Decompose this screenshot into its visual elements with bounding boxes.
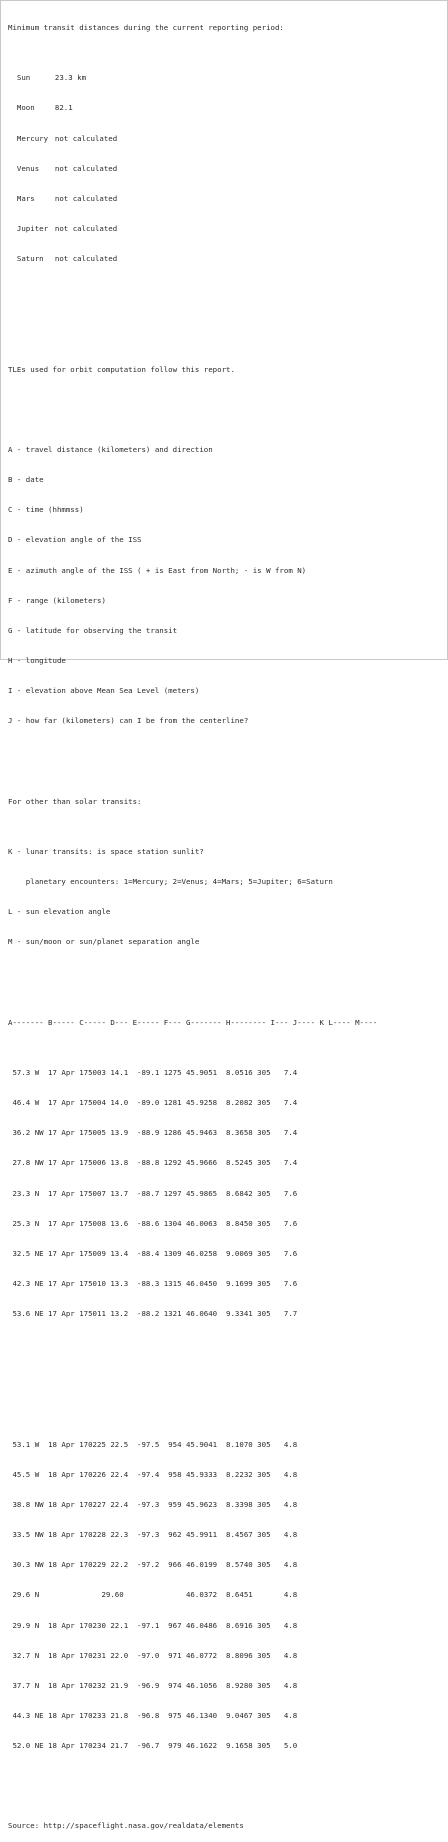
distance-row: [8, 103, 447, 113]
table-row: 29.6 N 29.60 46.0372 8.6451 4.8: [8, 1590, 298, 1600]
table-row: 23.3 N 17 Apr 175007 13.7 -88.7 1297 45.9865 8.6842 305 7.6: [8, 1188, 298, 1198]
other-transits-header: For other than solar transits:: [8, 796, 142, 806]
table-row: 53.1 W 18 Apr 170225 22.5 -97.5 954 45.9041 8.1070 305 4.8: [8, 1439, 298, 1449]
distance-row: [8, 254, 447, 264]
body-name: Saturn: [16, 254, 44, 264]
table-row: 52.0 NE 18 Apr 170234 21.7 -96.7 979 46.1622 9.1658 305 5.0: [8, 1741, 298, 1751]
legend-item: planetary encounters: 1=Mercury; 2=Venus; 4=Mars; 5=Jupiter; 6=Saturn: [8, 877, 333, 887]
source-line: Source: http://spaceflight.nasa.gov/realdata/elements: [8, 1821, 244, 1831]
legend-item: E - azimuth angle of the ISS ( + is East from North; - is W from N): [8, 565, 307, 575]
legend-item: J - how far (kilometers) can I be from the centerline?: [8, 716, 249, 726]
distance-list: [8, 53, 447, 284]
table-row: 42.3 NE 17 Apr 175010 13.3 -88.3 1315 46.0450 9.1699 305 7.6: [8, 1278, 298, 1288]
body-distance: 23.3 km: [54, 73, 87, 83]
body-name: Mars: [16, 193, 35, 203]
other-legend: [8, 827, 447, 968]
transit-table-apr18: [8, 1420, 447, 1772]
spacer: [8, 1359, 447, 1369]
table-row: 25.3 N 17 Apr 175008 13.6 -88.6 1304 46.0063 8.8450 305 7.6: [8, 1218, 298, 1228]
distance-row: [8, 224, 447, 234]
table-row: 57.3 W 17 Apr 175003 14.1 -89.1 1275 45.9051 8.0516 305 7.4: [8, 1067, 298, 1077]
distance-row: [8, 164, 447, 174]
distance-row: [8, 194, 447, 204]
body-name: Moon: [16, 103, 35, 113]
table-row: 29.9 N 18 Apr 170230 22.1 -97.1 967 46.0486 8.6916 305 4.8: [8, 1620, 298, 1630]
body-name: Jupiter: [16, 224, 49, 234]
body-name: Venus: [16, 163, 40, 173]
column-legend: [8, 425, 447, 747]
body-distance: not calculated: [54, 254, 118, 264]
body-name: Mercury: [16, 133, 49, 143]
legend-item: B - date: [8, 475, 44, 485]
body-distance: not calculated: [54, 224, 118, 234]
distance-row: [8, 134, 447, 144]
legend-item: L - sun elevation angle: [8, 907, 111, 917]
legend-item: F - range (kilometers): [8, 595, 106, 605]
table-row: 45.5 W 18 Apr 170226 22.4 -97.4 958 45.9333 8.2232 305 4.8: [8, 1469, 298, 1479]
table-row: 33.5 NW 18 Apr 170228 22.3 -97.3 962 45.9911 8.4567 305 4.8: [8, 1530, 298, 1540]
table-row: 46.4 W 17 Apr 175004 14.0 -89.0 1281 45.9258 8.2082 305 7.4: [8, 1098, 298, 1108]
body-distance: not calculated: [54, 133, 118, 143]
transit-report: [1, 1, 447, 1842]
legend-item: G - latitude for observing the transit: [8, 625, 178, 635]
table-row: 44.3 NE 18 Apr 170233 21.8 -96.8 975 46.1340 9.0467 305 4.8: [8, 1710, 298, 1720]
table-row: 30.3 NW 18 Apr 170229 22.2 -97.2 966 46.0199 8.5740 305 4.8: [8, 1560, 298, 1570]
spacer: [8, 395, 447, 405]
table-row: 38.8 NW 18 Apr 170227 22.4 -97.3 959 45.9623 8.3398 305 4.8: [8, 1499, 298, 1509]
body-distance: 82.1: [54, 103, 73, 113]
transit-table-apr17: [8, 1048, 447, 1339]
legend-item: K - lunar transits: is space station sunlit?: [8, 846, 204, 856]
table-row: 36.2 NW 17 Apr 175005 13.9 -88.9 1286 45.9463 8.3658 305 7.4: [8, 1128, 298, 1138]
legend-item: C - time (hhmmss): [8, 505, 84, 515]
table-row: 27.8 NW 17 Apr 175006 13.8 -88.8 1292 45.9666 8.5245 305 7.4: [8, 1158, 298, 1168]
table-row: 32.7 N 18 Apr 170231 22.0 -97.0 971 46.0772 8.8096 305 4.8: [8, 1650, 298, 1660]
legend-item: D - elevation angle of the ISS: [8, 535, 142, 545]
spacer: [8, 1389, 447, 1399]
legend-item: I - elevation above Mean Sea Level (meters): [8, 686, 200, 696]
intro-line: Minimum transit distances during the current reporting period:: [8, 23, 284, 33]
distance-row: [8, 73, 447, 83]
tle-note: TLEs used for orbit computation follow this report.: [8, 364, 235, 374]
legend-item: H - longitude: [8, 656, 66, 666]
spacer: [8, 767, 447, 777]
spacer: [8, 1791, 447, 1801]
table-row: 32.5 NE 17 Apr 175009 13.4 -88.4 1309 46.0258 9.0069 305 7.6: [8, 1248, 298, 1258]
table-row: 37.7 N 18 Apr 170232 21.9 -96.9 974 46.1056 8.9280 305 4.8: [8, 1680, 298, 1690]
body-distance: not calculated: [54, 193, 118, 203]
body-name: Sun: [16, 73, 31, 83]
spacer: [8, 335, 447, 345]
spacer: [8, 988, 447, 998]
legend-item: A - travel distance (kilometers) and direction: [8, 445, 213, 455]
table-row: 53.6 NE 17 Apr 175011 13.2 -88.2 1321 46.0640 9.3341 305 7.7: [8, 1309, 298, 1319]
body-distance: not calculated: [54, 163, 118, 173]
table-header: A------- B----- C----- D--- E----- F--- G------- H-------- I--- J---- K L---- M----: [8, 1017, 378, 1027]
spacer: [8, 304, 447, 314]
legend-item: M - sun/moon or sun/planet separation angle: [8, 937, 200, 947]
